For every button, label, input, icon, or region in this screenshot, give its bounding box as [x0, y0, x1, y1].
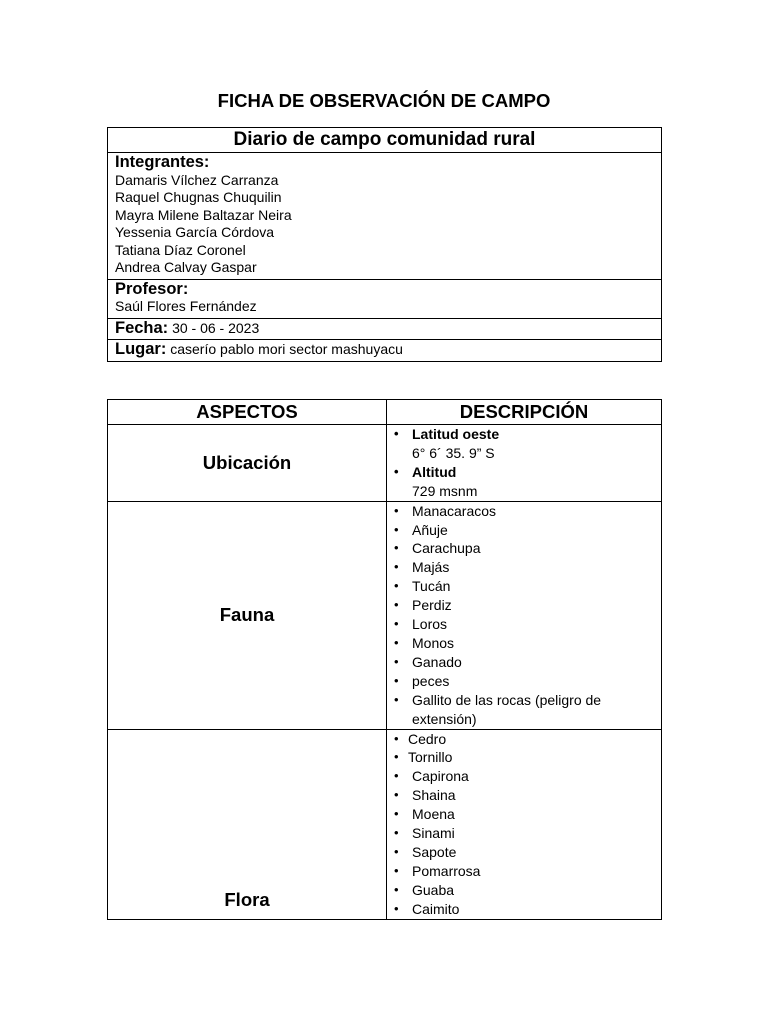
list-item: • Sinami [391, 824, 657, 843]
list-item: • Manacaracos [391, 502, 657, 521]
member-name: Raquel Chugnas Chuquilin [115, 189, 282, 205]
list-item: • Majás [391, 558, 657, 577]
fauna-description [387, 501, 662, 729]
diary-heading: Diario de campo comunidad rural [108, 128, 662, 153]
member-name: Tatiana Díaz Coronel [115, 241, 246, 258]
altitude-value: 729 msnm [412, 482, 478, 499]
members-label: Integrantes: [115, 153, 210, 171]
teacher-name: Saúl Flores Fernández [115, 298, 257, 314]
field-diary-table [107, 127, 662, 362]
list-item: • Perdiz [391, 596, 657, 615]
list-item: • Gallito de las rocas (peligro de [391, 691, 657, 710]
column-header-description: DESCRIPCIÓN [387, 400, 662, 425]
date-cell [108, 318, 662, 340]
document-title: FICHA DE OBSERVACIÓN DE CAMPO [217, 90, 551, 111]
aspect-flora: Flora [108, 729, 387, 919]
list-item: • Monos [391, 634, 657, 653]
list-item: • Capirona [391, 767, 657, 786]
aspect-fauna: Fauna [108, 501, 387, 729]
list-item: • Añuje [391, 521, 657, 540]
members-list [115, 172, 654, 277]
members-cell [108, 153, 662, 280]
date-value: 30 - 06 - 2023 [172, 319, 260, 336]
place-value: caserío pablo mori sector mashuyacu [170, 341, 403, 357]
list-item: • Ganado [391, 653, 657, 672]
list-item: • peces [391, 672, 657, 691]
latitude-label: • Latitud oeste [391, 425, 657, 444]
list-item: • Sapote [391, 843, 657, 862]
place-label: Lugar: [115, 340, 167, 358]
aspect-ubicacion: Ubicación [108, 425, 387, 502]
column-header-aspects: ASPECTOS [108, 400, 387, 425]
member-name: Mayra Milene Baltazar Neira [115, 206, 292, 223]
altitude-label: • Altitud [391, 463, 657, 482]
aspects-table [107, 399, 662, 920]
flora-description [387, 729, 662, 919]
list-item: • Caimito [391, 900, 657, 919]
list-item: • Moena [391, 805, 657, 824]
list-item: • Guaba [391, 881, 657, 900]
member-name: Andrea Calvay Gaspar [115, 259, 257, 275]
place-cell [108, 340, 662, 362]
ubicacion-description [387, 425, 662, 502]
list-item: • Pomarrosa [391, 862, 657, 881]
list-item: • Loros [391, 615, 657, 634]
latitude-value: 6° 6´ 35. 9” S [412, 444, 495, 461]
teacher-cell [108, 279, 662, 318]
list-item: • Cedro [391, 730, 657, 749]
list-item: • Carachupa [391, 539, 657, 558]
list-item-continuation: extensión) [412, 710, 477, 727]
date-label: Fecha: [115, 318, 169, 337]
member-name: Yessenia García Córdova [115, 224, 275, 240]
list-item: • Tornillo [391, 748, 657, 767]
list-item: • Shaina [391, 786, 657, 805]
teacher-label: Profesor: [115, 279, 189, 298]
member-name: Damaris Vílchez Carranza [115, 171, 279, 188]
list-item: • Tucán [391, 577, 657, 596]
